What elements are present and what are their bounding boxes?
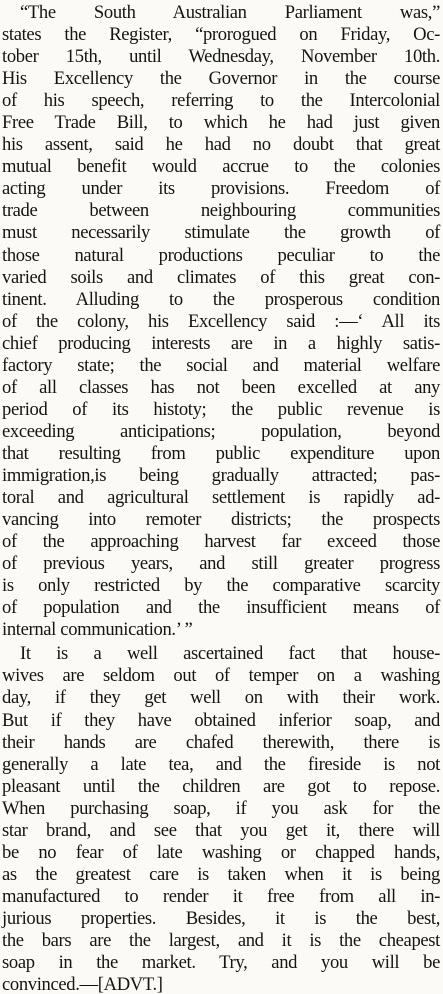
text-line: that resulting from public expenditure upon — [2, 442, 440, 464]
text-line: generally a late tea, and the fireside is not — [2, 753, 440, 775]
text-line: “The South Australian Parliament was,” — [20, 2, 440, 23]
text-line: chief producing interests are in a highly satis- — [2, 332, 440, 354]
text-line: of population and the insufficient means of — [2, 597, 440, 619]
text-line: When purchasing soap, if you ask for the — [2, 797, 440, 819]
text-line: of all classes has not been excelled at any — [2, 376, 440, 398]
text-line: of previous years, and still greater progress — [2, 553, 440, 575]
text-line: factory state; the social and material welfare — [2, 354, 440, 376]
text-line: must necessarily stimulate the growth of — [2, 222, 440, 244]
text-line: But if they have obtained inferior soap, and — [2, 709, 440, 731]
text-line: pleasant until the children are got to repose. — [2, 775, 440, 797]
text-line: varied soils and climates of this great con- — [2, 266, 440, 288]
text-line: soap in the market. Try, and you will be — [2, 952, 440, 974]
text-line: states the Register, “prorogued on Friday, Oc- — [2, 24, 440, 46]
text-line: It is a well ascertained fact that house- — [20, 643, 440, 665]
text-line: of his speech, referring to the Intercolonial — [2, 90, 440, 112]
article-column — [2, 2, 440, 994]
text-line: jurious properties. Besides, it is the best, — [2, 907, 440, 929]
text-line: day, if they get well on with their work. — [2, 687, 440, 709]
text-line: tober 15th, until Wednesday, November 10th. — [2, 46, 440, 68]
text-line: of the colony, his Excellency said :—‘ All its — [2, 310, 440, 332]
text-line: tinent. Alluding to the prosperous condition — [2, 288, 440, 310]
text-line: His Excellency the Governor in the course — [2, 68, 440, 90]
text-line: exceeding anticipations; population, beyond — [2, 420, 440, 442]
text-line: the bars are the largest, and it is the cheapest — [2, 929, 440, 951]
text-line: those natural productions peculiar to the — [2, 244, 440, 266]
text-line: vancing into remoter districts; the prospects — [2, 509, 440, 531]
text-line: as the greatest care is taken when it is being — [2, 863, 440, 885]
text-line: internal communication.’ ” — [2, 619, 193, 641]
text-line: period of its histoty; the public revenue is — [2, 398, 440, 420]
text-line: acting under its provisions. Freedom of — [2, 178, 440, 200]
text-line: is only restricted by the comparative scarcity — [2, 575, 440, 597]
text-line: wives are seldom out of temper on a washing — [2, 665, 440, 687]
text-line: manufactured to render it free from all in- — [2, 885, 440, 907]
text-line: immigration,is being gradually attracted; pas- — [2, 464, 440, 486]
text-line: trade between neighbouring communities — [2, 200, 440, 222]
text-line: convinced.—[ADVT.] — [2, 974, 163, 994]
text-line: his assent, said he had no doubt that great — [2, 134, 440, 156]
text-line: be no fear of late washing or chapped hands, — [2, 841, 440, 863]
paragraph-parliament-report — [2, 2, 440, 641]
paragraph-soap-advertisement — [2, 643, 440, 994]
text-line: their hands are chafed therewith, there is — [2, 731, 440, 753]
text-line: star brand, and see that you get it, there will — [2, 819, 440, 841]
text-line: mutual benefit would accrue to the colonies — [2, 156, 440, 178]
text-line: Free Trade Bill, to which he had just given — [2, 112, 440, 134]
text-line: of the approaching harvest far exceed those — [2, 531, 440, 553]
text-line: toral and agricultural settlement is rapidly ad- — [2, 487, 440, 509]
